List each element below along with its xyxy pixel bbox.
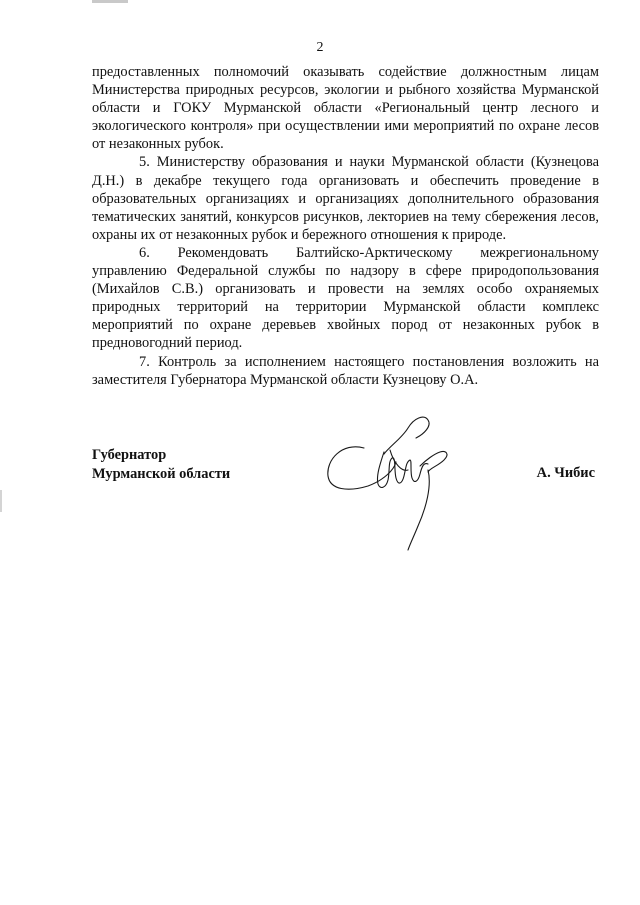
signer-name: А. Чибис [536, 465, 595, 481]
page-number: 2 [316, 40, 324, 55]
scan-artifact [0, 490, 2, 512]
scan-artifact [92, 0, 128, 3]
signature-block [92, 446, 599, 576]
paragraph-item-5: 5. Министерству образования и науки Мурманской области (Кузнецова Д.Н.) в декабре текущего года организовать и обеспечить проведение в образовательных организациях и организациях дополнительного образования тематических занятий, конкурсов рисунков, лекториев на тему сбережения лесов, охраны их от незаконных рубок и бережного отношения к природе. [92, 154, 599, 243]
handwritten-signature [324, 412, 474, 557]
signer-position-line1: Губернатор [92, 447, 167, 463]
signer-position [92, 446, 230, 483]
paragraph-item-6: 6. Рекомендовать Балтийско-Арктическому межрегиональному управлению Федеральной службы по надзору в сфере природопользования (Михайлов С.В.) организовать и провести на землях особо охраняемых природных территорий на территории Мурманской области комплекс мероприятий по охране деревьев хвойных пород от незаконных рубок в предновогодний период. [92, 244, 599, 352]
paragraph-continuation: предоставленных полномочий оказывать содействие должностным лицам Министерства природных ресурсов, экологии и рыбного хозяйства Мурманской области и ГОКУ Мурманской области «Региональный центр лесного и экологического контроля» при осуществлении ими мероприятий по охране лесов от незаконных рубок. [92, 64, 599, 153]
signer-position-line2: Мурманской области [92, 465, 231, 482]
paragraph-item-7: 7. Контроль за исполнением настоящего постановления возложить на заместителя Губернатора Мурманской области Кузнецову О.А. [92, 353, 599, 388]
document-body [92, 63, 599, 389]
